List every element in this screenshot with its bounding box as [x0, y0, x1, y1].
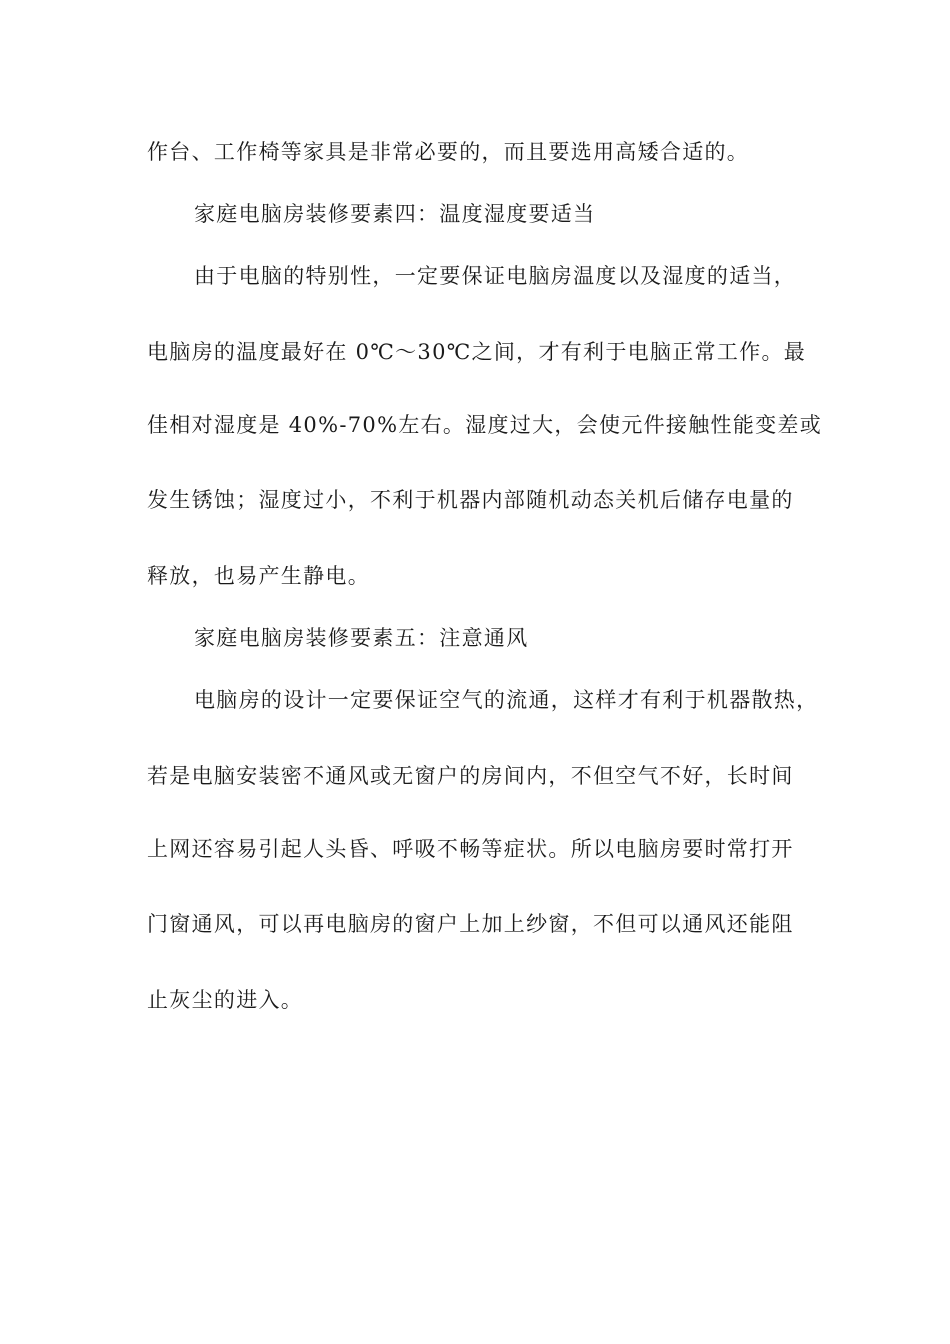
- paragraph-line: 电脑房的设计一定要保证空气的流通，这样才有利于机器散热，: [194, 688, 819, 712]
- section-heading-4: 家庭电脑房装修要素四：温度湿度要适当: [194, 202, 596, 226]
- paragraph-line: 门窗通风，可以再电脑房的窗户上加上纱窗，不但可以通风还能阻: [147, 912, 794, 936]
- section-heading-5: 家庭电脑房装修要素五：注意通风: [194, 626, 529, 650]
- paragraph-line: 止灰尘的进入。: [147, 988, 304, 1012]
- paragraph-line: 佳相对湿度是 40%-70%左右。湿度过大，会使元件接触性能变差或: [147, 413, 823, 437]
- paragraph-line: 释放，也易产生静电。: [147, 564, 370, 588]
- paragraph-line: 电脑房的温度最好在 0℃～30℃之间，才有利于电脑正常工作。最: [147, 340, 807, 364]
- paragraph-line: 若是电脑安装密不通风或无窗户的房间内，不但空气不好，长时间: [147, 764, 794, 788]
- paragraph-line: 上网还容易引起人头昏、呼吸不畅等症状。所以电脑房要时常打开: [147, 837, 794, 861]
- paragraph-line: 作台、工作椅等家具是非常必要的，而且要选用高矮合适的。: [147, 140, 750, 164]
- paragraph-line: 发生锈蚀；湿度过小，不利于机器内部随机动态关机后储存电量的: [147, 488, 794, 512]
- paragraph-line: 由于电脑的特别性，一定要保证电脑房温度以及湿度的适当，: [194, 264, 797, 288]
